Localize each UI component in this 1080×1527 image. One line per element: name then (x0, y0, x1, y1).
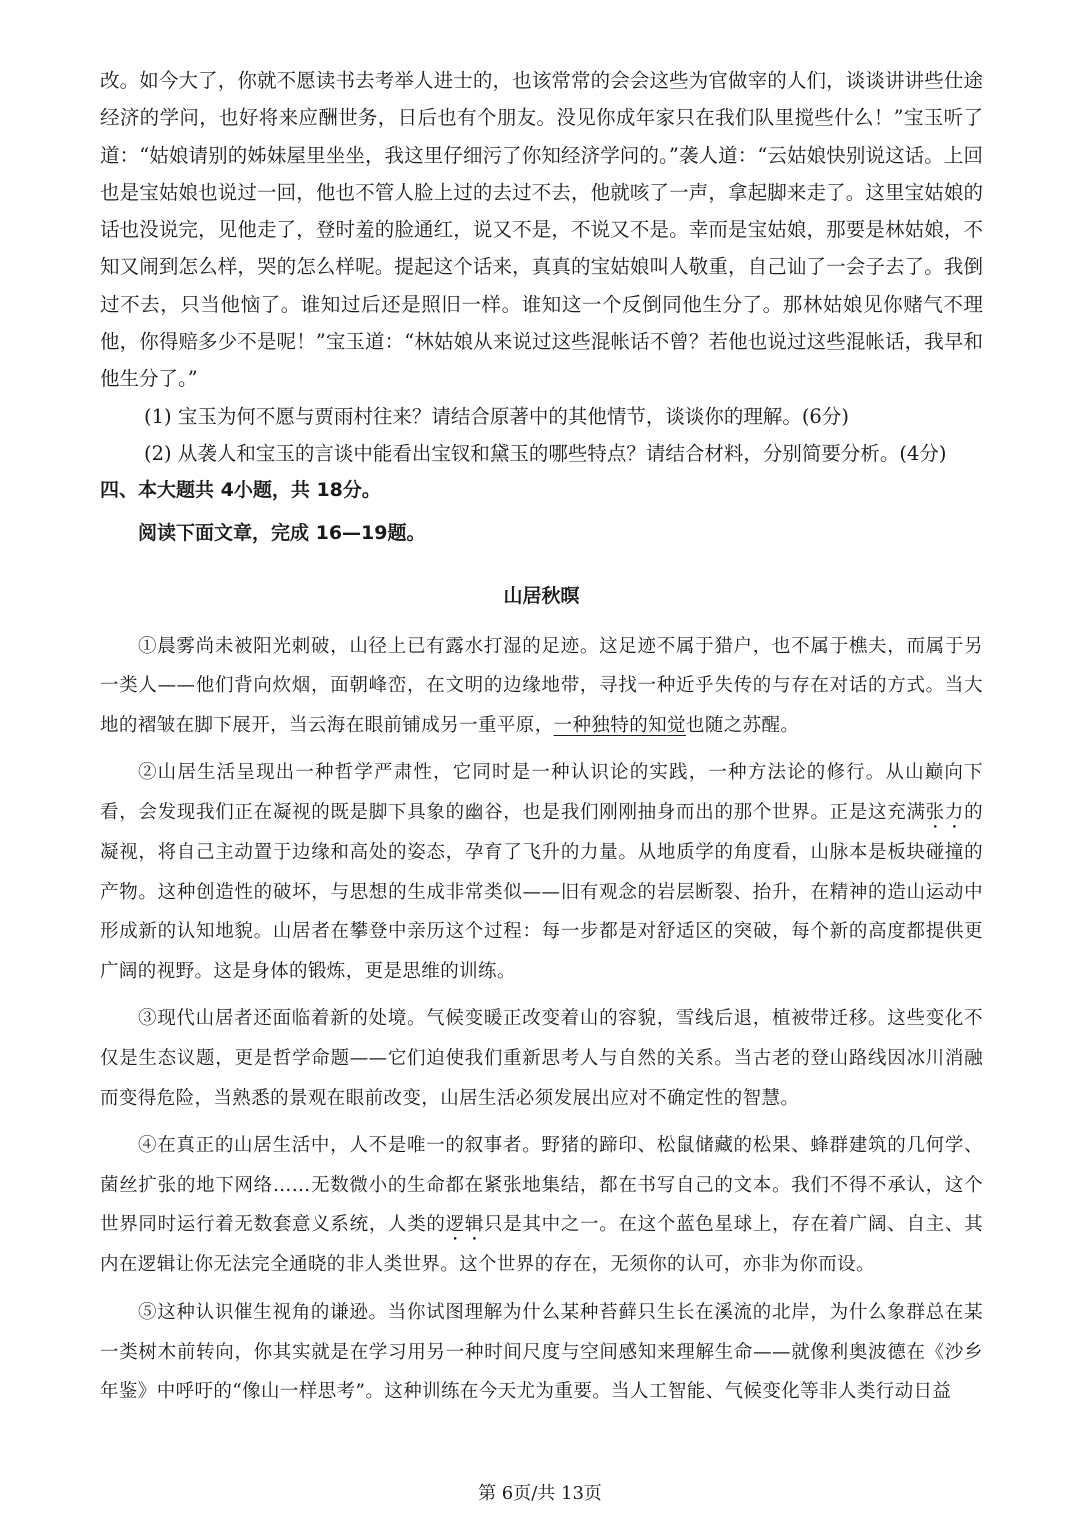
article-paragraph-3: ③现代山居者还面临着新的处境。气候变暖正改变着山的容貌，雪线后退，植被带迁移。这些变化不仅是生态议题，更是哲学命题——它们迫使我们重新思考人与自然的关系。当古老的登山路线因冰川消融而变得危险，当熟悉的景观在眼前改变，山居生活必须发展出应对不确定性的智慧。 (100, 1008, 983, 1109)
paragraph-4-text-b: 只是其中之一。在这个蓝色星球上，存在着广阔、自主、其内在逻辑让你无法完全通晓的非人类世界。这个世界的存在，无须你的认可，亦非为你而设。 (100, 1214, 983, 1276)
emphasized-word-logic: 逻辑 (445, 1214, 485, 1236)
page-number-footer: 第 6页/共 13页 (478, 1483, 602, 1504)
paragraph-2-text-b: 的凝视，将自己主动置于边缘和高处的姿态，孕育了飞升的力量。从地质学的角度看，山脉本是板块碰撞的产物。这种创造性的破坏，与思想的生成非常类似——旧有观念的岩层断裂、抬升，在精神的造山运动中形成新的认知地貌。山居者在攀登中亲历这个过程：每一步都是对舒适区的突破，每个新的高度都提供更广阔的视野。这是身体的锻炼，更是思维的训练。 (100, 802, 983, 982)
paragraph-4-text-a: ④在真正的山居生活中，人不是唯一的叙事者。野猪的蹄印、松鼠储藏的松果、蜂群建筑的几何学、菌丝扩张的地下网络……无数微小的生命都在紧张地集结，都在书写自己的文本。我们不得不承认，这个世界同时运行着无数套意义系统，人类的 (100, 1135, 983, 1236)
emphasized-word-tension: 张力 (925, 802, 965, 824)
underlined-phrase: 一种独特的知觉 (553, 714, 686, 736)
paragraph-2-text-a: ②山居生活呈现出一种哲学严肃性，它同时是一种认识论的实践，一种方法论的修行。从山巅向下看，会发现我们正在凝视的既是脚下具象的幽谷，也是我们刚刚抽身而出的那个世界。正是这充满 (100, 762, 983, 824)
article-paragraph-2 (100, 753, 983, 991)
paragraph-1-text-a: ①晨雾尚未被阳光刺破，山径上已有露水打湿的足迹。这足迹不属于猎户，也不属于樵夫，而属于另一类人——他们背向炊烟，面朝峰峦，在文明的边缘地带，寻找一种近乎失传的与存在对话的方式。当大地的褶皱在脚下展开，当云海在眼前铺成另一重平原， (100, 635, 983, 736)
article-title: 山居秋暝 (503, 584, 580, 607)
article-paragraph-1 (100, 627, 983, 746)
passage-excerpt: 改。如今大了，你就不愿读书去考举人进士的，也该常常的会会这些为官做宰的人们，谈谈讲讲些仕途经济的学问，也好将来应酬世务，日后也有个朋友。没见你成年家只在我们队里搅些什么！”宝玉听了道：“姑娘请别的姊妹屋里坐坐，我这里仔细污了你知经济学问的。”袭人道：“云姑娘快别说这话。上回也是宝姑娘也说过一回，他也不管人脸上过的去过不去，他就咳了一声，拿起脚来走了。这里宝姑娘的话也没说完，见他走了，登时羞的脸通红，说又不是，不说又不是。幸而是宝姑娘，那要是林姑娘，不知又闹到怎么样，哭的怎么样呢。提起这个话来，真真的宝姑娘叫人敬重，自己讪了一会子去了。我倒过不去，只当他恼了。谁知过后还是照旧一样。谁知这一个反倒同他生分了。那林姑娘见你赌气不理他，你得赔多少不是呢！”宝玉道：“林姑娘从来说过这些混帐话不曾？若他也说过这些混帐话，我早和他生分了。” (100, 69, 983, 391)
section-instruction: 阅读下面文章，完成 16—19题。 (138, 521, 426, 544)
section-heading: 四、本大题共 4小题，共 18分。 (100, 478, 381, 501)
paragraph-1-text-b: 也随之苏醒。 (685, 714, 800, 736)
article-paragraph-5: ⑤这种认识催生视角的谦逊。当你试图理解为什么某种苔藓只生长在溪流的北岸，为什么象群总在某一类树木前转向，你其实就是在学习用另一种时间尺度与空间感知来理解生命——就像利奥波德在《沙乡年鉴》中呼吁的“像山一样思考”。这种训练在今天尤为重要。当人工智能、气候变化等非人类行动日益 (100, 1301, 983, 1403)
article-paragraph-4 (100, 1126, 983, 1285)
question-2: (2) 从袭人和宝玉的言谈中能看出宝钗和黛玉的哪些特点？请结合材料，分别简要分析。(4分) (144, 441, 947, 465)
question-1: (1) 宝玉为何不愿与贾雨村往来？请结合原著中的其他情节，谈谈你的理解。(6分) (144, 404, 849, 428)
exam-page (100, 62, 983, 1420)
